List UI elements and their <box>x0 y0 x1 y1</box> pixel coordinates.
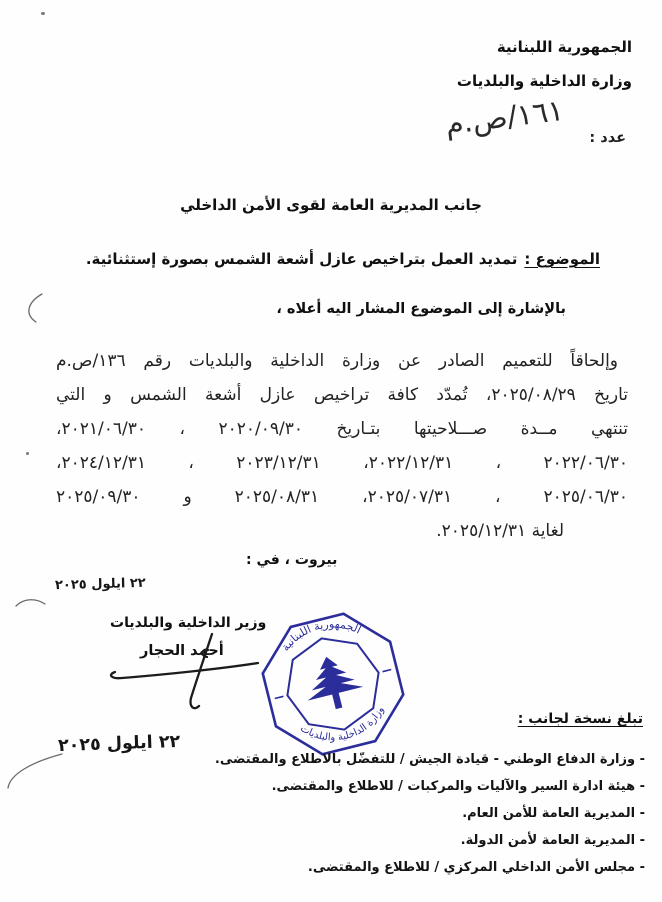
cc-item: - وزارة الدفاع الوطني - قيادة الجيش / للتفضّل بالاطلاع والمقتضى. <box>214 752 645 767</box>
body-line: لغاية ٢٠٢٥/١٢/٣١. <box>436 521 564 541</box>
number-label: عدد : <box>589 130 626 146</box>
ministry-seal <box>252 608 414 760</box>
cedar-tree-icon <box>298 650 366 715</box>
scan-artifact <box>41 12 45 15</box>
cc-item: - المديرية العامة لأمن الدولة. <box>460 833 645 848</box>
body-line: ٢٠٢٥/٠٦/٣٠ ، ٢٠٢٥/٠٧/٣١، ٢٠٢٥/٠٨/٣١ و ٢٠٢٥/٠٩/٣٠ <box>56 487 628 507</box>
date-stamp-bottom: ٢٢ ايلول ٢٠٢٥ <box>57 731 181 757</box>
seal-side-dash <box>382 669 391 671</box>
header-ministry: وزارة الداخلية والبلديات <box>456 72 632 90</box>
scan-artifact <box>26 452 29 455</box>
scan-artifact <box>12 592 48 614</box>
body-line: تنتهي مــدة صـــلاحيتها بتـاريخ ٢٠٢٠/٠٩/٣٠ ، ٢٠٢١/٠٦/٣٠، <box>56 419 628 439</box>
body-line: ٢٠٢٢/٠٦/٣٠ ، ٢٠٢٢/١٢/٣١، ٢٠٢٣/١٢/٣١ ، ٢٠٢٤/١٢/٣١، <box>56 453 629 473</box>
subject-line <box>86 250 600 268</box>
minister-title: وزير الداخلية والبلديات <box>110 615 267 631</box>
body-line: تاريخ ٢٠٢٥/٠٨/٢٩، تُمدّد كافة تراخيص عازل أشعة الشمس و التي <box>56 385 629 405</box>
date-stamp-top: ٢٢ ايلول ٢٠٢٥ <box>54 575 146 594</box>
scan-artifact <box>14 290 48 326</box>
seal-text-top: الجمهورية اللبنانية <box>278 617 364 654</box>
seal-side-dash <box>275 696 284 698</box>
subject-label: الموضوع : <box>524 250 600 268</box>
body-intro: بالإشارة إلى الموضوع المشار اليه أعلاه ، <box>276 301 566 317</box>
seal-text-bottom: وزارة الداخلية والبلديات <box>298 704 387 744</box>
number-handwritten: ١٦١/ص.م <box>443 92 566 142</box>
body-paragraph <box>56 344 628 548</box>
signature-scribble <box>90 630 275 718</box>
cc-heading: تبلغ نسخة لجانب : <box>517 711 643 727</box>
header-republic: الجمهورية اللبنانية <box>496 38 632 56</box>
cc-list <box>215 746 645 881</box>
minister-name: أحمد الحجار <box>140 643 224 659</box>
addressee-line: جانب المديرية العامة لقوى الأمن الداخلي <box>180 196 482 214</box>
body-line: وإلحاقاً للتعميم الصادر عن وزارة الداخلية والبلديات رقم ١٣٦/ص.م <box>56 351 618 371</box>
cc-item: - مجلس الأمن الداخلي المركزي / للاطلاع والمقتضى. <box>307 860 645 875</box>
place-date-line: بيروت ، في : <box>246 552 338 568</box>
cc-item: - هيئة ادارة السير والآليات والمركبات / للاطلاع والمقتضى. <box>271 779 645 794</box>
subject-text: تمديد العمل بتراخيص عازل أشعة الشمس بصورة إستثنائية. <box>85 250 518 268</box>
cc-item: - المديرية العامة للأمن العام. <box>462 806 645 821</box>
